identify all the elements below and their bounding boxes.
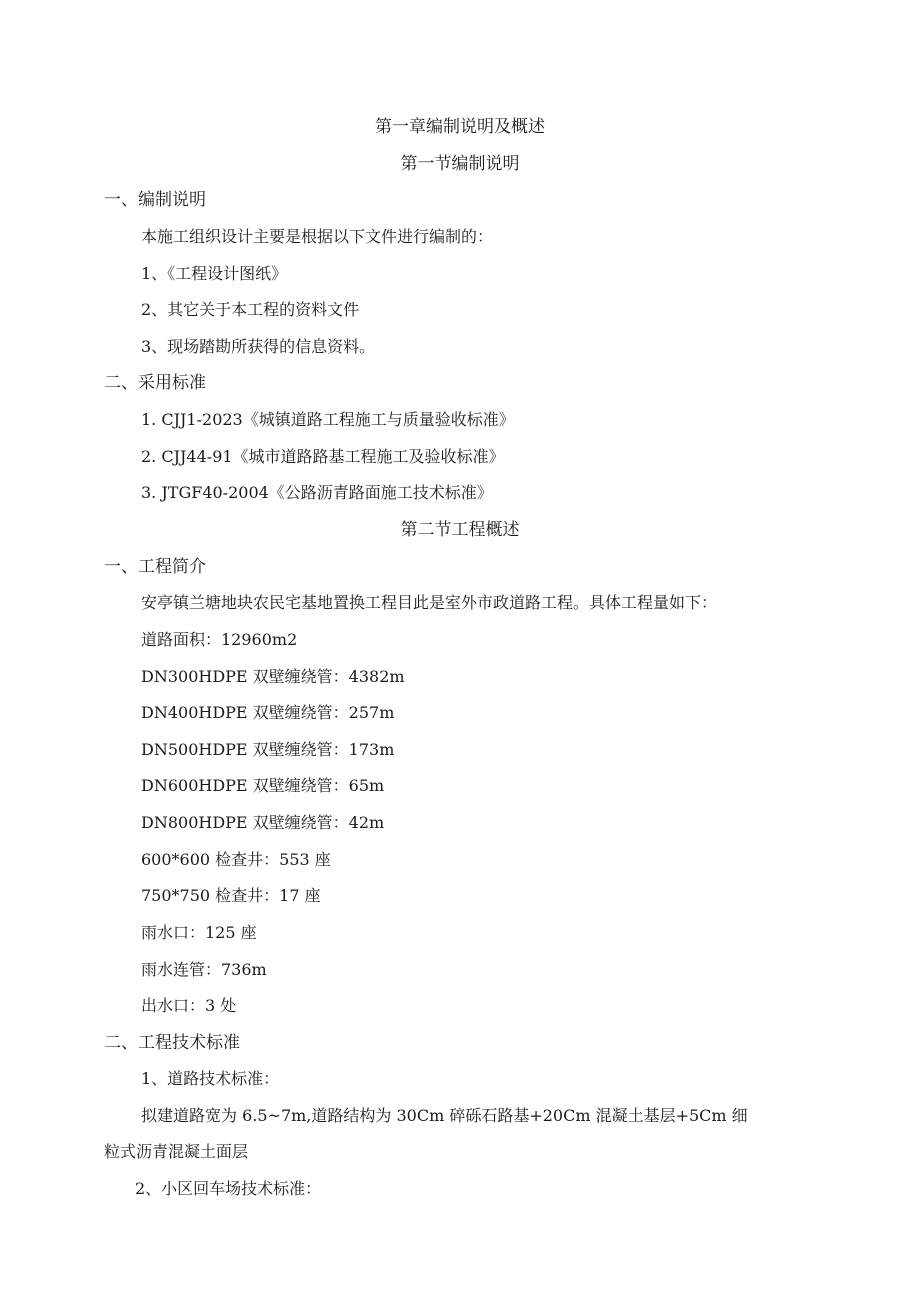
paragraph-intro: 本施工组织设计主要是根据以下文件进行编制的： — [141, 227, 494, 246]
tech-subheading-turnaround: 2、小区回车场技术标准： — [135, 1179, 322, 1198]
section-title-1: 第一节编制说明 — [400, 154, 520, 174]
list-item: 1、《工程设计图纸》 — [141, 264, 288, 283]
quantity-item: 雨水连管：736m — [141, 960, 267, 979]
quantity-item: 750*750 检查井：17 座 — [141, 886, 321, 905]
quantity-item: DN800HDPE 双壁缠绕管：42m — [141, 813, 385, 832]
paragraph-project-intro: 安亭镇兰塘地块农民宅基地置换工程目此是室外市政道路工程。具体工程量如下： — [141, 593, 718, 612]
paragraph-road-spec-continued: 粒式沥青混凝土面层 — [104, 1142, 249, 1161]
quantity-item: DN500HDPE 双壁缠绕管：173m — [141, 740, 395, 759]
list-item: 3、现场踏勘所获得的信息资料。 — [141, 337, 376, 356]
quantity-item: 道路面积：12960m2 — [141, 630, 298, 649]
list-item: 2、其它关于本工程的资料文件 — [141, 300, 360, 319]
heading-project-intro: 一、工程简介 — [104, 557, 206, 577]
heading-tech-standards: 二、工程技术标准 — [104, 1033, 240, 1053]
quantity-item: DN300HDPE 双壁缠绕管：4382m — [141, 667, 405, 686]
quantity-item: DN600HDPE 双壁缠绕管：65m — [141, 776, 385, 795]
quantity-item: 出水口：3 处 — [141, 996, 237, 1015]
quantity-item: 雨水口：125 座 — [141, 923, 257, 942]
tech-subheading-road: 1、道路技术标准： — [141, 1069, 280, 1088]
standard-item: 3. JTGF40-2004《公路沥青路面施工技术标准》 — [141, 483, 493, 502]
quantity-item: DN400HDPE 双壁缠绕管：257m — [141, 703, 395, 722]
standard-item: 1. CJJ1-2023《城镇道路工程施工与质量验收标准》 — [141, 410, 515, 429]
chapter-title: 第一章编制说明及概述 — [375, 117, 545, 137]
section-title-2: 第二节工程概述 — [400, 520, 520, 540]
quantity-item: 600*600 检查井：553 座 — [141, 850, 331, 869]
heading-bianzhi-shuoming: 一、编制说明 — [104, 190, 206, 210]
standard-item: 2. CJJ44-91《城市道路路基工程施工及验收标准》 — [141, 447, 505, 466]
paragraph-road-spec: 拟建道路宽为 6.5~7m,道路结构为 30Cm 碎砾石路基+20Cm 混凝土基层+5Cm 细 — [141, 1106, 748, 1125]
heading-standards: 二、采用标准 — [104, 373, 206, 393]
